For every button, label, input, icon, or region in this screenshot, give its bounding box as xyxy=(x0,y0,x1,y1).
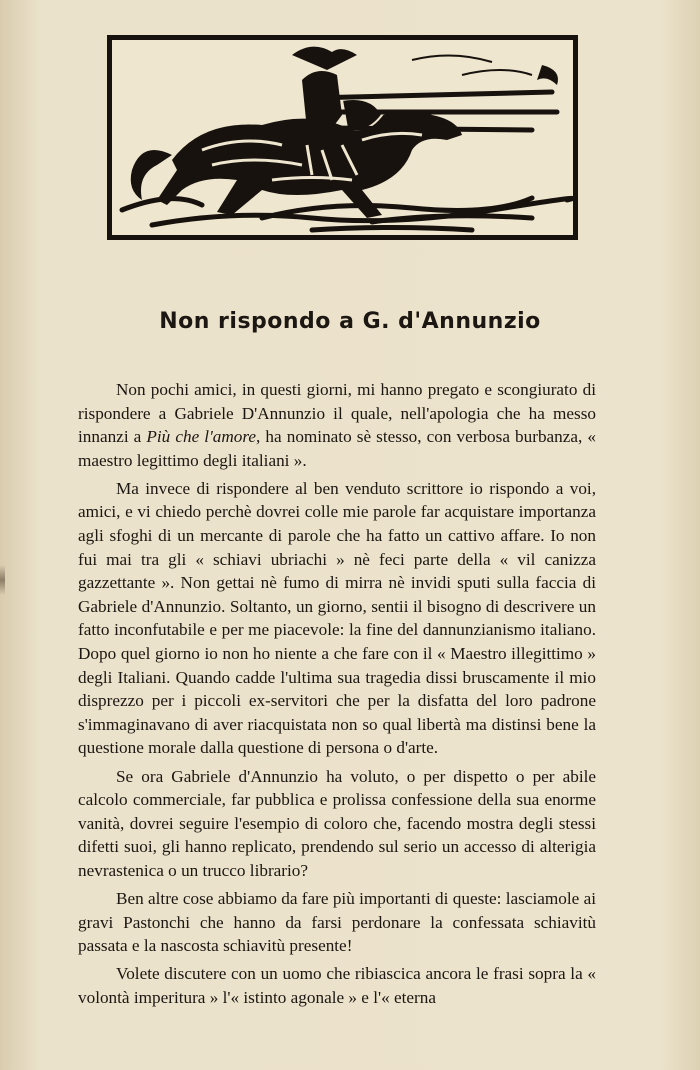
woodcut-knight-illustration xyxy=(107,35,578,240)
margin-mark xyxy=(0,565,5,595)
article-title: Non rispondo a G. d'Annunzio xyxy=(159,309,541,334)
paragraph xyxy=(78,378,596,472)
paragraph xyxy=(78,887,596,958)
paragraph-text: Non pochi amici, in questi giorni, mi hanno pregato e scongiurato di rispondere a Gabriele D'Annunzio il quale, nell'apologia che ha messo innanzi a xyxy=(78,380,596,447)
article-body xyxy=(78,378,596,1014)
paragraph xyxy=(78,962,596,1009)
paragraph xyxy=(78,765,596,883)
paragraph-text: Se ora Gabriele d'Annunzio ha voluto, o per dispetto o per abile calcolo commerciale, far pubblica e prolissa confessione della sua enorme vanità, dovrei seguire l'esempio di coloro che, facendo mostra degli stessi difetti suoi, gli hanno replicato, prendendo sul serio un accesso di alterigia nevrastenica o un trucco librario? xyxy=(78,766,596,880)
paragraph-text: Più che l'amore xyxy=(146,427,257,447)
jousting-knight-image xyxy=(112,40,573,235)
paragraph xyxy=(78,477,596,760)
paragraph-text: Ben altre cose abbiamo da fare più importanti di queste: lasciamole ai gravi Pastonchi che hanno da farsi perdonare la confessata schiavitù passata e la nascosta schiavitù presente! xyxy=(78,888,596,956)
paragraph-text: Ma invece di rispondere al ben venduto scrittore io rispondo a voi, amici, e vi chiedo perchè dovrei colle mie parole far acquistare importanza agli sfoghi di un mercante di parole che ha fatto un cattivo affare. Io non fui mai tra gli « schiavi ubriachi » nè feci parte della « vil canizza gazzettante ». Non gettai nè fumo di mirra nè invidi sputi sulla faccia di Gabriele d'Annunzio. Soltanto, un giorno, sentii il bisogno di descrivere un fatto inconfutabile e per me piacevole: la fine del dannunzianismo italiano. Dopo quel giorno io non ho niente a che fare con il « Maestro illegittimo » degli Italiani. Quando cadde l'ultima sua tragedia dissi bruscamente il mio disprezzo per i piccoli ex-servitori che per la disfatta del loro padrone s'immaginavano di aver riacquistata non so qual libertà ma distinsi bene la questione morale dalla questione di persona o d'arte. xyxy=(78,478,596,758)
paragraph-text: , ha nominato sè stesso, con verbosa burbanza, « maestro legittimo degli italiani ». xyxy=(78,427,597,470)
paragraph-text: Volete discutere con un uomo che ribiascica ancora le frasi sopra la « volontà imperitura » l'« istinto agonale » e l'« eterna xyxy=(78,964,596,1007)
